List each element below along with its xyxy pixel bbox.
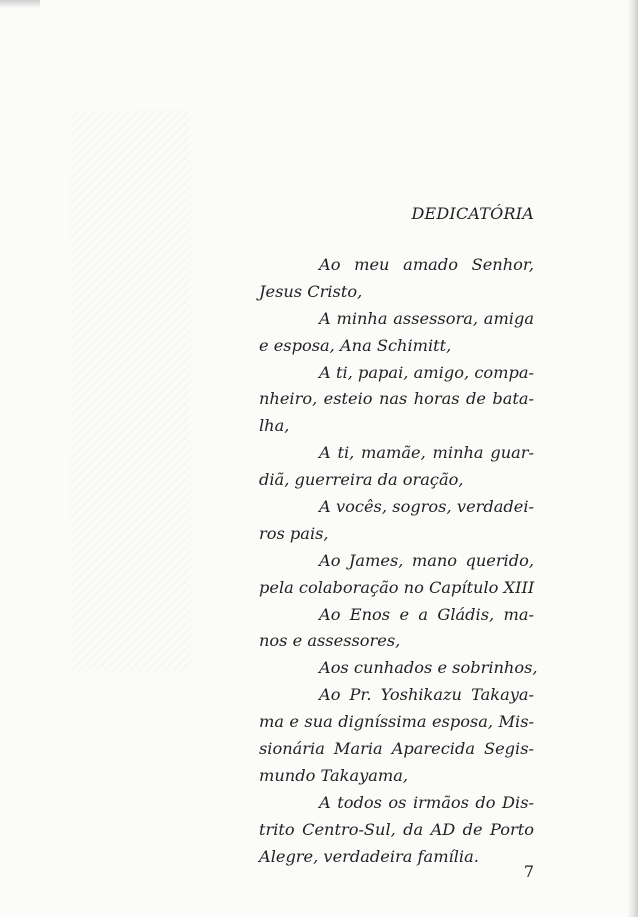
- text-line: ros pais,: [259, 523, 329, 543]
- text-line: trito Centro-Sul, da AD de Porto: [259, 819, 534, 839]
- text-line: A ti, papai, amigo, compa-: [319, 362, 534, 382]
- text-line: nheiro, esteio nas horas de bata-: [259, 389, 534, 409]
- page-title: DEDICATÓRIA: [411, 204, 534, 223]
- text-line: diã, guerreira da oração,: [259, 470, 464, 490]
- text-line: ma e sua digníssima esposa, Mis-: [259, 712, 534, 732]
- text-line: Ao Enos e a Gládis, ma-: [319, 604, 534, 624]
- text-line: lha,: [259, 416, 290, 436]
- scan-texture: [70, 110, 190, 670]
- scan-corner-mark: [0, 0, 40, 8]
- page-edge-shadow: [628, 0, 638, 917]
- page-number: 7: [523, 862, 534, 881]
- text-line: Jesus Cristo,: [259, 281, 363, 301]
- text-line: A ti, mamãe, minha guar-: [319, 443, 534, 463]
- text-line: nos e assessores,: [259, 631, 401, 651]
- text-line: mundo Takayama,: [259, 765, 409, 785]
- text-line: Ao meu amado Senhor,: [319, 255, 534, 274]
- text-line: e esposa, Ana Schimitt,: [259, 335, 452, 355]
- dedication-text: [259, 252, 538, 870]
- text-line: A todos os irmãos do Dis-: [319, 792, 534, 812]
- text-line: Ao James, mano querido,: [319, 550, 534, 570]
- text-line: A minha assessora, amiga: [319, 308, 534, 328]
- text-line: Alegre, verdadeira família.: [259, 846, 479, 866]
- text-line: pela colaboração no Capítulo XIII: [259, 577, 535, 597]
- text-line: Ao Pr. Yoshikazu Takaya-: [319, 685, 534, 705]
- text-line: Aos cunhados e sobrinhos,: [319, 658, 538, 678]
- text-line: A vocês, sogros, verdadei-: [319, 497, 534, 517]
- text-line: sionária Maria Aparecida Segis-: [259, 739, 534, 759]
